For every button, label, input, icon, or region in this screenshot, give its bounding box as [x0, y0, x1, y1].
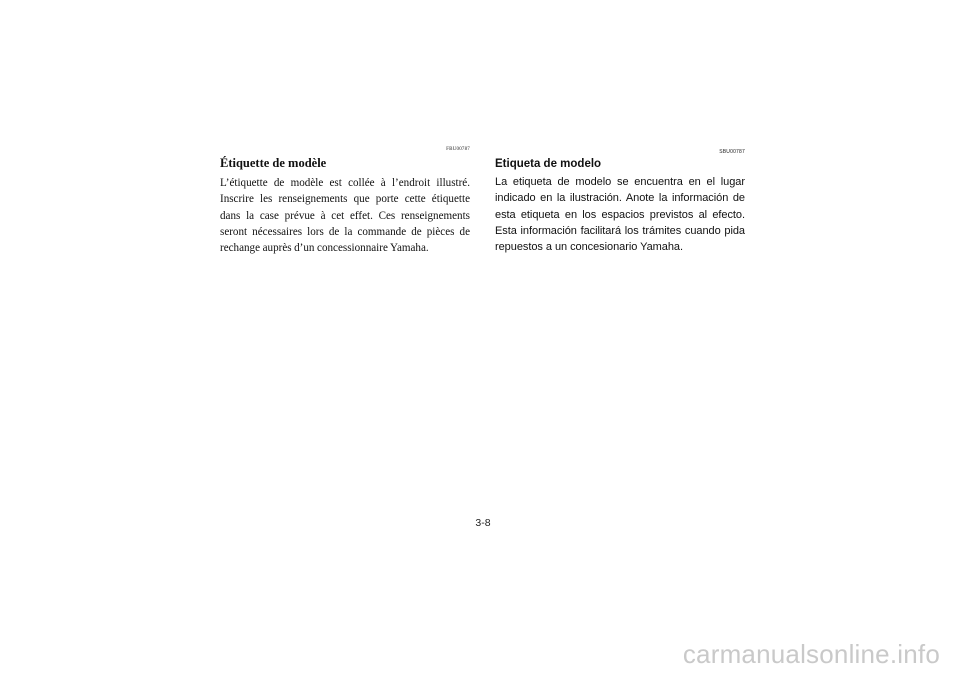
french-body-text: L’étiquette de modèle est collée à l’endroit illustré. Inscrire les renseignements que porte cette étiquette dans la case prévue à cet effet. Ces renseignements seront nécessaires lors de la commande de pièces de rechange auprès d’un concessionnaire Yamaha. — [220, 177, 470, 255]
watermark: carmanualsonline.info — [682, 639, 940, 669]
spanish-section-code: SBU00787 — [719, 149, 745, 155]
spanish-body-text: La etiqueta de modelo se encuentra en el lugar indicado en la ilustración. Anote la información de esta etiqueta en los espacios previstos al efecto. Esta información facilitará los trámites cuando pida repuestos a un concesionario Yamaha. — [495, 176, 745, 254]
spanish-column — [495, 146, 745, 255]
french-section-code: FBU00787 — [446, 147, 470, 152]
french-heading: Étiquette de modèle — [220, 156, 327, 170]
page-number: 3-8 — [475, 517, 491, 529]
spanish-heading: Etiqueta de modelo — [495, 158, 602, 170]
french-column — [220, 146, 470, 256]
